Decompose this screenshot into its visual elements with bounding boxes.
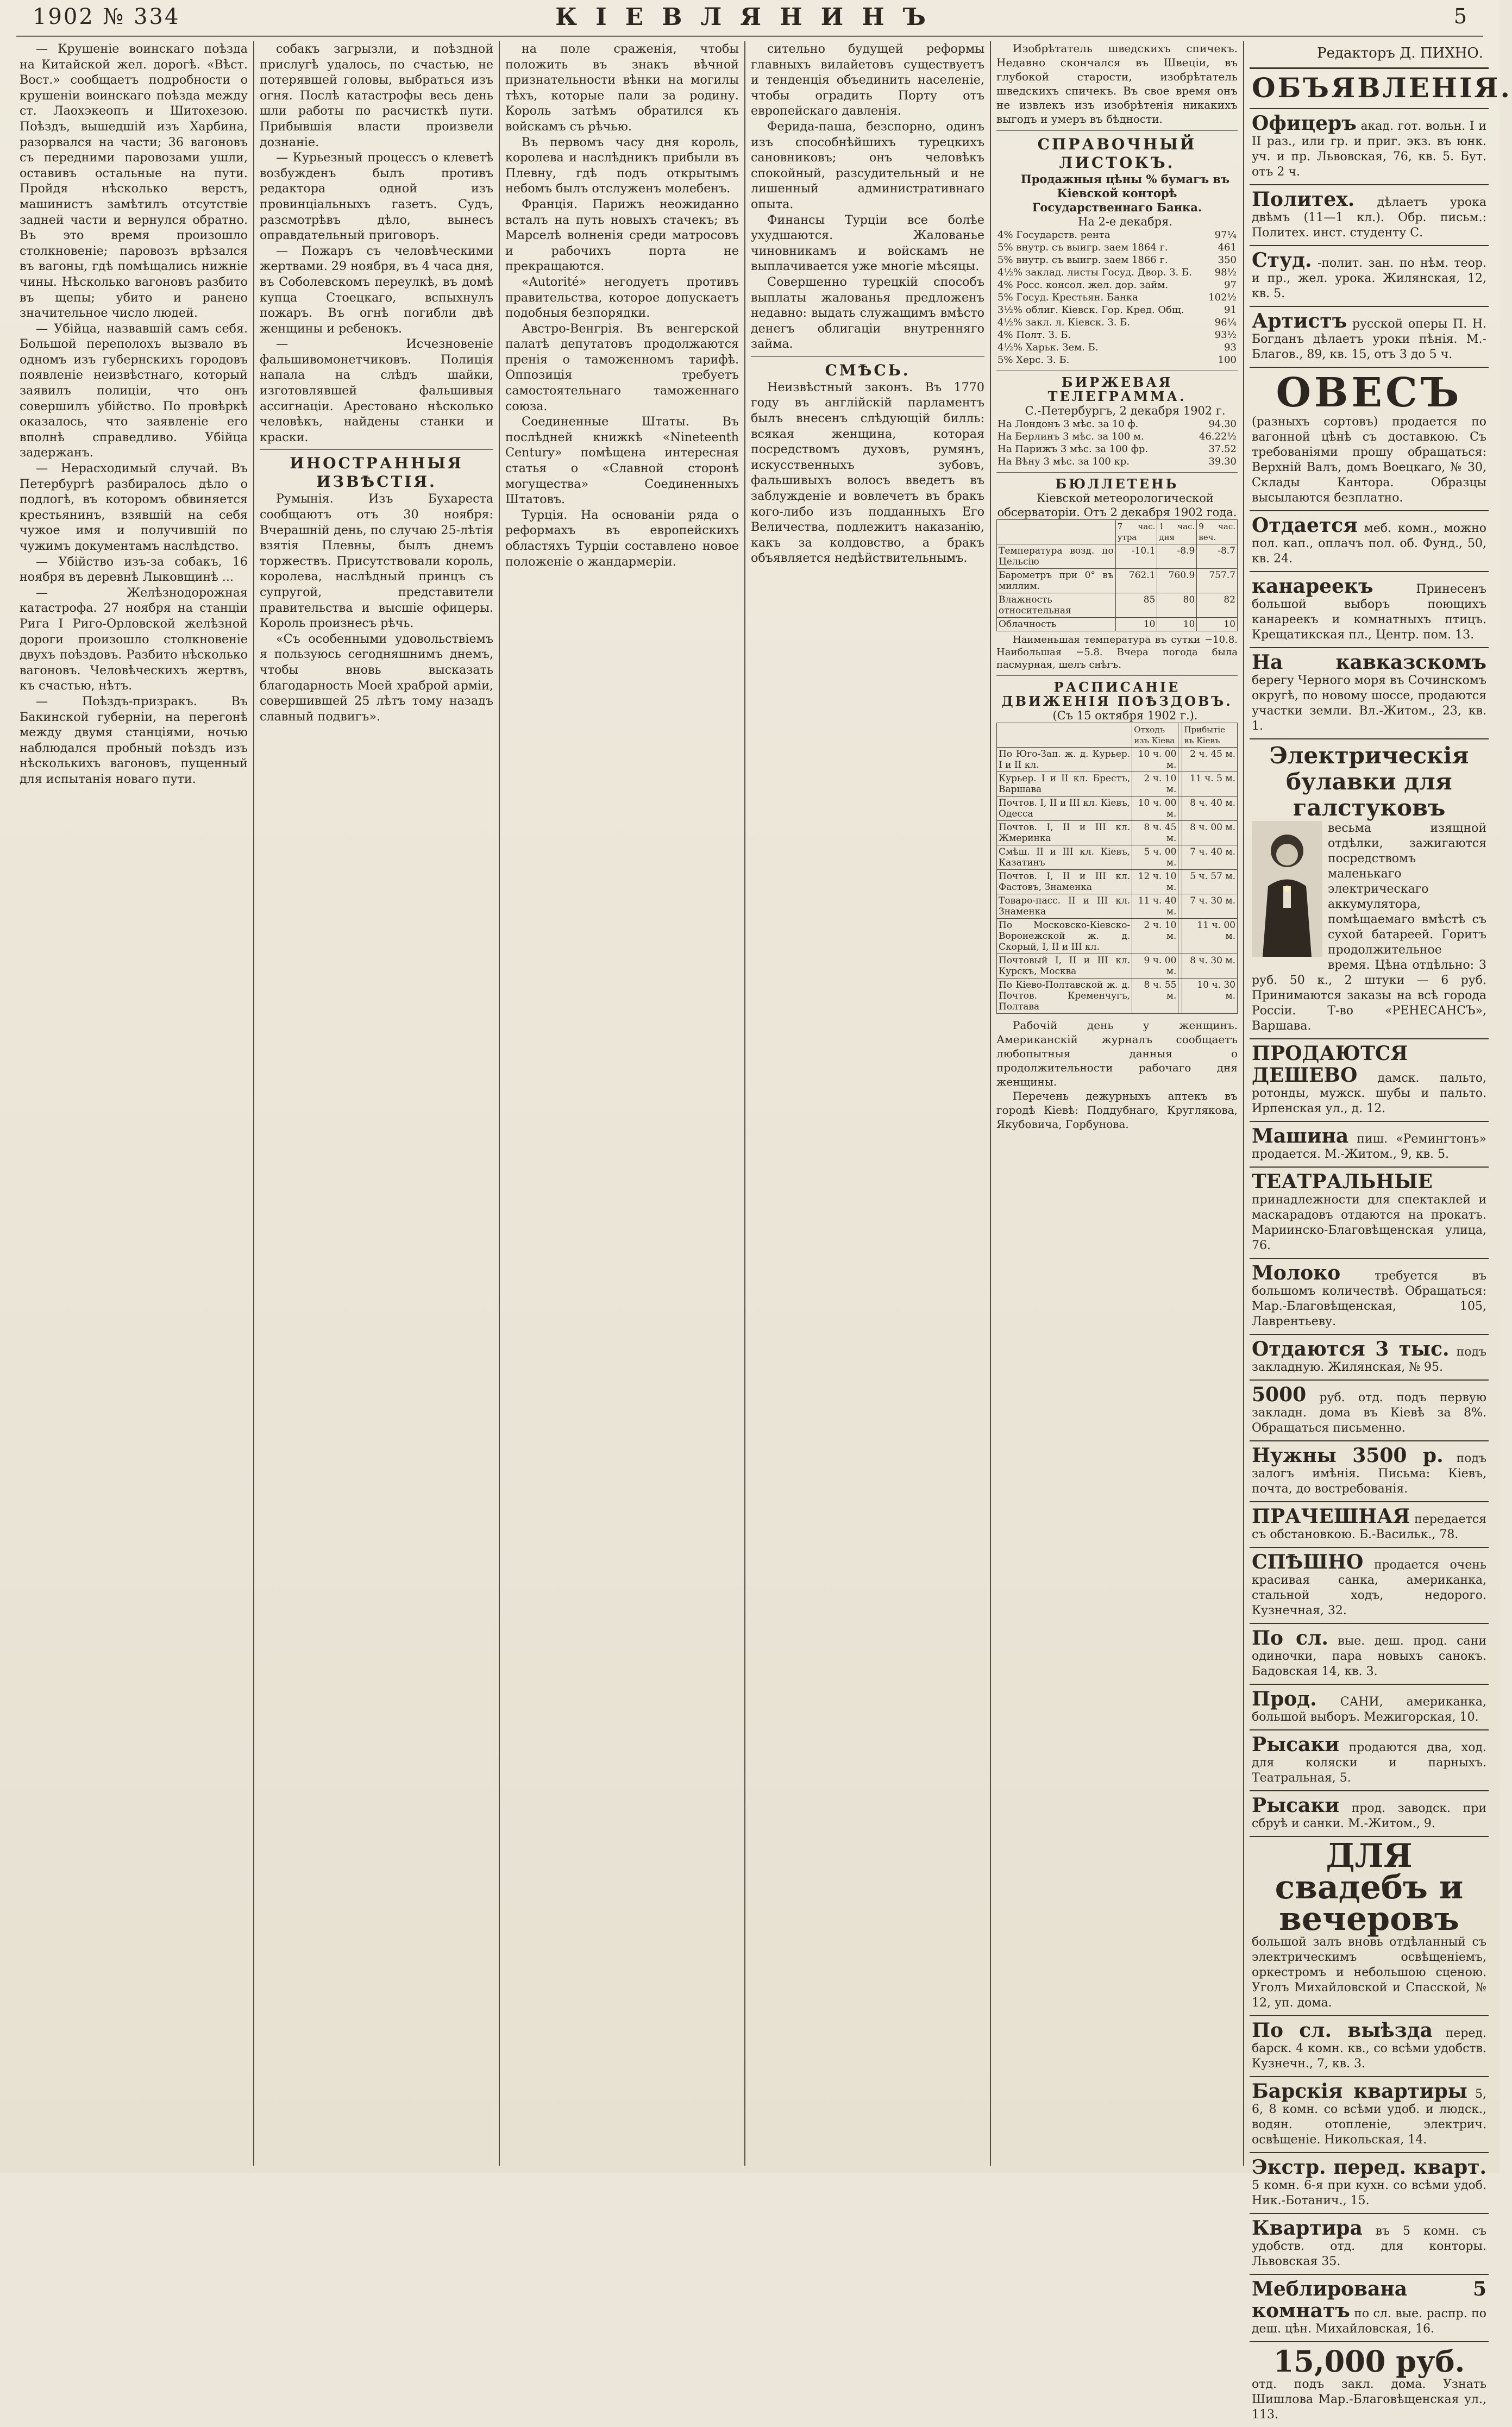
trains-header-cell: Прибытіе въ Кіевъ	[1182, 723, 1238, 748]
ad-text: подъ залогъ имѣнія. Письма: Кіевъ, почта, до востребованія.	[1252, 1452, 1486, 1496]
train-cell: 5 ч. 57 м.	[1182, 870, 1238, 894]
classified-ad	[1250, 185, 1489, 246]
weather-row	[997, 544, 1238, 569]
rate-cell: 350	[1218, 254, 1237, 266]
weather-cell: 85	[1115, 593, 1157, 618]
train-cell: Курьер. I и II кл. Брестъ, Варшава	[997, 772, 1132, 797]
news-paragraph: Перечень дежурныхъ аптекъ въ городѣ Кіевѣ: Поддубнаго, Круглякова, Якубовича, Горбунова.	[996, 1089, 1238, 1131]
ads-group	[1250, 511, 1489, 739]
ad-lead: ТЕАТРАЛЬНЫЕ	[1252, 1170, 1433, 1193]
trains-header-cell	[997, 723, 1132, 748]
classified-ad	[1250, 2077, 1489, 2153]
trains-header-cell: Отходъ изъ Кіева	[1132, 723, 1178, 748]
weather-table	[996, 519, 1238, 631]
ads-title: ОБЪЯВЛЕНІЯ.	[1252, 72, 1512, 104]
ad-text: пиш. «Ремингтонъ» продается. М.-Житом., 9, кв. 5.	[1252, 1132, 1486, 1161]
classified-ad	[1250, 1039, 1489, 1122]
train-cell: 10 ч. 00 м.	[1132, 748, 1178, 772]
ad-lead: Политех.	[1252, 188, 1355, 211]
weather-cell: -8.9	[1157, 544, 1197, 569]
classified-ad	[1250, 2214, 1489, 2275]
train-row	[997, 797, 1238, 821]
train-cell	[1178, 954, 1182, 979]
weather-row	[997, 618, 1238, 631]
bourse-table	[996, 418, 1238, 468]
news-paragraph: Румынія. Изъ Бухареста сообщаютъ отъ 30 ноября: Вчерашній день, по случаю 25-лѣтія взятія Плевны, былъ днемъ торжествъ. Присутствовали король, королева, наслѣдный принцъ съ супругой, представители правительства и высшіе офицеры. Король произнесъ рѣчь.	[260, 492, 493, 631]
column-rule	[990, 41, 991, 2166]
ad-money-title: 15,000 руб.	[1273, 2344, 1465, 2379]
column-rule	[499, 41, 500, 2166]
train-cell: 8 ч. 00 м.	[1182, 821, 1238, 845]
bourse-cell: 37.52	[1208, 443, 1237, 455]
ad-text: вые. деш. прод. сани одиночки, пара новыхъ санокъ. Бадовская 14, кв. 3.	[1252, 1634, 1486, 1678]
column-rule	[744, 41, 745, 2166]
ad-text: по сл. вые. распр. по деш. цѣн. Михайловская, 16.	[1252, 2307, 1487, 2336]
news-paragraph: «Съ особенными удовольствіемъ я пользуюсь сегодняшнимъ днемъ, чтобы вновь высказать благодарность Моей храброй арміи, совершившей 25 лѣтъ тому назадъ славный подвигъ».	[260, 631, 493, 724]
classified-ad	[1250, 307, 1489, 368]
ad-lead: Молоко	[1252, 1262, 1341, 1284]
weather-row	[997, 569, 1238, 593]
ad-lead: Нужны 3500 р.	[1252, 1444, 1444, 1467]
news-paragraph: Австро-Венгрія. Въ венгерской палатѣ депутатовъ продолжаются пренія о таможенномъ тарифѣ. Оппозиція требуетъ самостоятельнаго таможеннаго союза.	[505, 321, 739, 413]
rate-row	[996, 354, 1238, 366]
ad-text: перед. барск. 4 комн. кв., со всѣми удобств. Кузнечн., 7, кв. 3.	[1252, 2027, 1486, 2071]
rate-cell: 93	[1224, 342, 1237, 353]
train-cell: 2 ч. 45 м.	[1182, 748, 1238, 772]
train-cell: 11 ч. 00 м.	[1182, 919, 1238, 954]
section-title-mix: СМѢСЬ.	[825, 361, 911, 379]
train-cell: 8 ч. 55 м.	[1132, 979, 1178, 1014]
ads-group	[1250, 1039, 1489, 1837]
weather-cell: Влажность относительная	[997, 593, 1116, 618]
news-paragraph: — Желѣзнодорожная катастрофа. 27 ноября на станціи Рига I Риго-Орловской желѣзной дороги произошло столкновеніе двухъ поѣздовъ. Разбито нѣсколько вагоновъ. Человѣческихъ жертвъ, къ счастью, нѣтъ.	[20, 585, 248, 693]
ad-lead: 5000	[1252, 1383, 1307, 1406]
bourse-cell: На Парижъ 3 мѣс. за 100 фр.	[997, 443, 1149, 455]
rate-cell: 5% внутр. съ выигр. заем 1866 г.	[997, 254, 1168, 266]
train-cell: 10 ч. 30 м.	[1182, 979, 1238, 1014]
reference-date: На 2-е декабря.	[1077, 215, 1173, 228]
ad-lead: Рысаки	[1252, 1733, 1340, 1756]
trains-header-row	[997, 723, 1238, 748]
weather-cell: 10	[1197, 618, 1238, 631]
rate-cell: 97	[1224, 279, 1237, 291]
news-paragraph: на поле сраженія, чтобы положить въ знакъ вѣчной признательности вѣнки на могилы тѣхъ, которые пали за родину. Король затѣмъ обратился къ войскамъ съ рѣчью.	[505, 42, 739, 134]
train-cell: 8 ч. 40 м.	[1182, 797, 1238, 821]
trains-header-cell	[1178, 723, 1182, 748]
reference-title: СПРАВОЧНЫЙ ЛИСТОКЪ.	[1037, 135, 1197, 172]
divider	[260, 449, 493, 450]
weather-cell: 10	[1115, 618, 1157, 631]
ad-text: русской оперы П. Н. Богданъ дѣлаетъ уроки пѣнія. М.-Благов., 89, кв. 15, отъ 3 до 5 ч.	[1252, 317, 1487, 361]
news-paragraph: — Нерасходимый случай. Въ Петербургѣ разбиралось дѣло о подлогѣ, въ которомъ обвиняется крестьянинъ, взявшій на себя чужое имя и получившій по чужимъ документамъ наслѣдство.	[20, 461, 248, 553]
weather-header-cell: 7 час. утра	[1115, 520, 1157, 544]
weather-cell: -10.1	[1115, 544, 1157, 569]
bulletin-title: БЮЛЛЕТЕНЬ	[1055, 476, 1179, 492]
ad-text: въ 5 комн. съ удобств. отд. для конторы. Львовская 35.	[1252, 2224, 1486, 2268]
classified-ad	[1250, 1168, 1489, 1259]
divider	[996, 130, 1238, 131]
train-cell: 8 ч. 30 м.	[1182, 954, 1238, 979]
news-paragraph: — Поѣздъ-призракъ. Въ Бакинской губерніи, на перегонѣ между двумя станціями, ночью наблюдался пробный поѣздъ изъ нѣсколькихъ вагоновъ, пущенный для испытанія новаго пути.	[20, 694, 248, 786]
ad-text: берегу Черного моря въ Сочинскомъ округѣ, по новому шоссе, продаются участки земли. Вл.-Житом., 23, кв. 1.	[1252, 674, 1486, 733]
train-cell: 5 ч. 00 м.	[1132, 845, 1178, 870]
ad-text: дамск. пальто, ротонды, мужск. шубы и пальто. Ирпенская ул., д. 12.	[1252, 1071, 1486, 1115]
bourse-cell: 46.22½	[1199, 431, 1237, 442]
ad-lead: На кавказскомъ	[1252, 651, 1486, 674]
news-paragraph: собакъ загрызли, и поѣздной прислугѣ удалось, по счастью, не потерявшей головы, выбраться изъ огня. Послѣ катастрофы весь день шли работы по расчисткѣ пути. Прибывшія власти произвели дознаніе.	[260, 42, 493, 149]
newspaper-title: КІЕВЛЯНИНЪ	[555, 3, 944, 31]
weather-header-cell	[997, 520, 1116, 544]
classified-ad	[1250, 109, 1489, 185]
ad-oats-title: ОВЕСЪ	[1276, 369, 1463, 416]
train-cell: Товаро-пасс. II и III кл. Знаменка	[997, 894, 1132, 919]
news-paragraph: Рабочій день у женщинъ. Американскій журналъ сообщаетъ любопытныя данныя о продолжительности рабочаго дня женщины.	[996, 1019, 1238, 1088]
rate-cell: 93½	[1214, 329, 1237, 341]
ad-lead: Отдаются 3 тыс.	[1252, 1338, 1450, 1360]
rate-row	[996, 229, 1238, 241]
weather-cell: 10	[1157, 618, 1197, 631]
divider	[751, 356, 984, 357]
column-rule	[1243, 41, 1244, 2166]
rate-cell: 5% Госуд. Крестьян. Банка	[997, 292, 1138, 303]
bourse-title: БИРЖЕВАЯ ТЕЛЕГРАММА.	[1047, 374, 1187, 404]
weather-cell: Облачность	[997, 618, 1116, 631]
news-paragraph: — Пожаръ съ человѣческими жертвами. 29 ноября, въ 4 часа дня, въ Соболевскомъ переулкѣ, въ домѣ купца Стоецкаго, вспыхнулъ пожаръ. Въ огнѣ погибли двѣ женщины и ребенокъ.	[260, 243, 493, 336]
train-cell: 2 ч. 10 м.	[1132, 772, 1178, 797]
bourse-cell: 39.30	[1208, 456, 1237, 467]
ad-text: Принесенъ большой выборъ поющихъ канареекъ и комнатныхъ птицъ. Крещатикская пл., Центр. пом. 13.	[1252, 582, 1486, 642]
ad-lead: СПѢШНО	[1252, 1551, 1364, 1573]
rate-row	[996, 329, 1238, 341]
train-cell: 10 ч. 00 м.	[1132, 797, 1178, 821]
bourse-cell: На Лондонъ 3 мѣс. за 10 ф.	[997, 418, 1139, 430]
train-cell: Почтов. I, II и III кл. Жмеринка	[997, 821, 1132, 845]
bourse-cell: 94.30	[1208, 418, 1237, 430]
classified-ad	[1250, 1259, 1489, 1335]
weather-cell: 757.7	[1197, 569, 1238, 593]
issue-number: 1902 № 334	[33, 4, 180, 29]
rate-row	[996, 291, 1238, 304]
ad-text: дѣлаетъ урока двѣмъ (11—1 кл.). Обр. письм.: Политех. инст. студенту С.	[1252, 196, 1486, 240]
ad-text: подъ закладную. Жилянская, № 95.	[1252, 1345, 1486, 1374]
ad-oats	[1250, 368, 1489, 511]
column-rule	[253, 41, 254, 2166]
bourse-subtitle: С.-Петербургъ, 2 декабря 1902 г.	[1025, 404, 1226, 417]
ad-lead: ПРАЧЕШНАЯ	[1252, 1505, 1410, 1528]
ad-text: прод. заводск. при сбруѣ и санки. М.-Житом., 9.	[1252, 1802, 1486, 1830]
masthead	[16, 0, 1483, 37]
train-cell: По Московско-Кіевско-Воронежской ж. д. Скорый, I, II и III кл.	[997, 919, 1132, 954]
news-paragraph: Совершенно турецкій способъ выплаты жалованья предложенъ недавно: выдать служащимъ вмѣсто денегъ облигаціи внутренняго займа.	[751, 274, 984, 352]
weather-header-row	[997, 520, 1238, 544]
classified-ad	[1250, 2153, 1489, 2214]
classified-ad	[1250, 1122, 1489, 1168]
ad-lead: Экстр. перед. кварт.	[1252, 2156, 1486, 2179]
ad-lead: Рысаки	[1252, 1794, 1340, 1817]
rate-cell: 4½% заклад. листы Госуд. Двор. З. Б.	[997, 267, 1192, 278]
train-cell	[1178, 748, 1182, 772]
classified-ad	[1250, 2016, 1489, 2077]
train-cell: 11 ч. 5 м.	[1182, 772, 1238, 797]
reference-subtitle: Продажныя цѣны % бумагъ въ Кіевской конторѣ Государственнаго Банка.	[1020, 172, 1230, 214]
bourse-row	[996, 430, 1238, 443]
ad-wedding-text: большой залъ вновь отдѣланный съ электрическимъ освѣщеніемъ, оркестромъ и небольшою сценою. Уголъ Михайловской и Спасской, № 12, уп. дома.	[1252, 1935, 1486, 2010]
train-cell	[1178, 919, 1182, 954]
bourse-row	[996, 443, 1238, 455]
bulletin-subtitle: Кіевской метеорологической обсерваторіи. Отъ 2 декабря 1902 года.	[997, 492, 1237, 519]
weather-cell: -8.7	[1197, 544, 1238, 569]
column-3	[505, 41, 739, 2166]
rate-cell: 102½	[1208, 292, 1237, 303]
bourse-cell: На Вѣну 3 мѣс. за 100 кр.	[997, 456, 1130, 467]
ad-text: продается очень красивая санка, американка, стальной ходъ, недорого. Кузнечная, 32.	[1252, 1558, 1486, 1617]
ad-money-text: отд. подъ закл. дома. Узнать Шишлова Мар.-Благовѣщенская ул., 113.	[1252, 2378, 1486, 2422]
ad-text: требуется въ большомъ количествѣ. Обращаться: Мар.-Благовѣщенская, 105, Лаврентьеву.	[1252, 1269, 1486, 1328]
classified-ad	[1250, 1381, 1489, 1441]
classified-ad	[1250, 1730, 1489, 1791]
train-cell	[1178, 845, 1182, 870]
ad-lead: Барскія квартиры	[1252, 2080, 1467, 2103]
rate-row	[996, 266, 1238, 279]
news-paragraph: — Курьезный процессъ о клеветѣ возбужденъ былъ противъ редактора одной изъ провинціальныхъ газетъ. Судъ, разсмотрѣвъ дѣло, вынесъ оправдательный приговоръ.	[260, 150, 493, 243]
ad-lead: Машина	[1252, 1125, 1349, 1147]
bourse-row	[996, 455, 1238, 468]
train-row	[997, 894, 1238, 919]
divider	[996, 675, 1238, 676]
ad-pins-title: Электрическія булавки для галстуковъ	[1269, 742, 1469, 821]
train-cell: Смѣш. II и III кл. Кіевъ, Казатинъ	[997, 845, 1132, 870]
column-4	[751, 41, 984, 2166]
news-paragraph: — Убійство изъ-за собакъ, 16 ноября въ деревнѣ Лыковщинѣ ...	[20, 554, 248, 585]
train-row	[997, 821, 1238, 845]
train-cell	[1178, 821, 1182, 845]
ad-text: руб. отд. подъ первую закладн. дома въ Кіевѣ за 8%. Обращаться письменно.	[1252, 1391, 1486, 1435]
classified-ad	[1250, 1791, 1489, 1837]
bourse-row	[996, 418, 1238, 430]
page-number: 5	[1453, 4, 1467, 28]
train-row	[997, 845, 1238, 870]
weather-header-cell: 9 час. веч.	[1197, 520, 1238, 544]
train-cell: По Кіево-Полтавской ж. д. Почтов. Кременчугъ, Полтава	[997, 979, 1132, 1014]
news-paragraph: Въ первомъ часу дня король, королева и наслѣдникъ прибыли въ Плевну, гдѣ подъ открытымъ небомъ былъ отслуженъ молебенъ.	[505, 135, 739, 196]
column-2	[260, 41, 493, 2166]
rates-table	[996, 229, 1238, 366]
ad-pins-text: весьма изящной отдѣлки, зажигаются посредствомъ маленькаго электрическаго аккумулятора, помѣщаемаго вмѣстѣ съ сухой батареей. Горитъ продолжительное время. Цѣна отдѣльно: 3 руб. 50 к., 2 штуки — 6 руб. Принимаются заказы на всѣ города Россіи. Т-во «РЕНЕСАНСЪ», Варшава.	[1252, 821, 1486, 1033]
news-paragraph: Неизвѣстный законъ. Въ 1770 году въ англійскій парламентъ былъ внесенъ слѣдующій билль: всякая женщина, которая посредствомъ духовъ, румянъ, искусственныхъ зубовъ, фальшивыхъ волосъ введетъ въ заблужденіе и вовлечетъ въ бракъ кого-либо изъ подданныхъ Его Величества, подлежитъ наказанію, какъ за колдовство, а бракъ объявляется недѣйствительнымъ.	[751, 380, 984, 566]
weather-cell: 760.9	[1157, 569, 1197, 593]
rate-cell: 98½	[1214, 267, 1237, 278]
ad-lead: Отдается	[1252, 514, 1358, 537]
news-paragraph: «Autorité» негодуетъ противъ правительства, которое допускаетъ подобныя безпорядки.	[505, 274, 739, 321]
column-5	[996, 41, 1238, 2166]
train-cell: 7 ч. 30 м.	[1182, 894, 1238, 919]
ad-lead: Квартира	[1252, 2217, 1363, 2240]
train-row	[997, 772, 1238, 797]
classified-ad	[1250, 648, 1489, 739]
rate-cell: 100	[1218, 354, 1237, 366]
train-cell	[1178, 894, 1182, 919]
ad-text: 5, 6, 8 комн. со всѣми удоб. и людск., водян. отопленіе, электрич. освѣщеніе. Никольская, 14.	[1252, 2087, 1487, 2147]
ad-lead: Студ.	[1252, 249, 1312, 272]
train-cell: Почтовый I, II и III кл. Курскъ, Москва	[997, 954, 1132, 979]
column-1	[20, 41, 248, 2166]
rate-row	[996, 254, 1238, 266]
rate-cell: 5% внутр. съ выигр. заем 1864 г.	[997, 242, 1168, 253]
news-paragraph: Соединенные Штаты. Въ послѣдней книжкѣ «Nineteenth Century» помѣщена интересная статья о «Славной сторонѣ могущества» Соединенныхъ Штатовъ.	[505, 415, 739, 507]
classified-ad	[1250, 246, 1489, 307]
rate-cell: 461	[1218, 242, 1237, 253]
news-paragraph: — Убійца, назвавшій самъ себя. Большой переполохъ вызвало въ одномъ изъ губернскихъ городовъ появленіе неизвѣстнаго, который заявилъ полиціи, что онъ совершилъ убійство. По провѣркѣ оказалось, что заявленіе его вполнѣ справедливо. Убійца задержанъ.	[20, 321, 248, 460]
train-cell: 12 ч. 10 м.	[1132, 870, 1178, 894]
ads-column	[1250, 41, 1512, 2422]
ad-lead: ПРОДАЮТСЯ ДЕШЕВО	[1252, 1042, 1408, 1087]
weather-header-cell: 1 час. дня	[1157, 520, 1197, 544]
rate-cell: 4% Росс. консол. жел. дор. займ.	[997, 279, 1168, 291]
ads-group	[1250, 2016, 1489, 2342]
ad-text: передается съ обстановкою. Б.-Васильк., 78.	[1252, 1513, 1486, 1541]
rate-row	[996, 341, 1238, 354]
weather-cell: 762.1	[1115, 569, 1157, 593]
train-cell	[1178, 870, 1182, 894]
classified-ad	[1250, 1548, 1489, 1624]
classified-ad	[1250, 2275, 1489, 2342]
weather-text: Наименьшая температура въ сутки −10.8. Наибольшая −5.8. Вчера погода была пасмурная, шелъ снѣгъ.	[996, 634, 1238, 670]
ad-lead: Меблирована 5 комнатъ	[1252, 2278, 1486, 2322]
ad-text: акад. гот. вольн. I и II раз., или гр. и приг. экз. въ юнк. уч. и пр. Львовская, 76, кв. 5. Бут. отъ 2 ч.	[1252, 120, 1486, 179]
weather-cell: 82	[1197, 593, 1238, 618]
weather-cell: Барометръ при 0° въ миллим.	[997, 569, 1116, 593]
ad-lead: Артистъ	[1252, 310, 1347, 333]
train-cell	[1178, 797, 1182, 821]
train-cell: Почтов. I, II и III кл. Кіевъ, Одесса	[997, 797, 1132, 821]
news-paragraph: Финансы Турціи все болѣе ухудшаются. Жалованье чиновникамъ и войскамъ не выплачивается уже многіе мѣсяцы.	[751, 212, 984, 274]
train-row	[997, 748, 1238, 772]
ad-text: -полит. зан. по нѣм. теор. и пр., жел. урока. Жилянская, 12, кв. 5.	[1252, 256, 1486, 300]
train-cell: По Юго-Зап. ж. д. Курьер. I и II кл.	[997, 748, 1132, 772]
ad-pins	[1250, 739, 1489, 1039]
rate-cell: 4½% закл. л. Кіевск. З. Б.	[997, 317, 1131, 328]
train-cell: 7 ч. 40 м.	[1182, 845, 1238, 870]
classified-ad	[1250, 1441, 1489, 1502]
ad-text: принадлежности для спектаклей и маскарадовъ отдаются на прокатъ. Мариинско-Благовѣщенская улица, 76.	[1252, 1193, 1486, 1252]
ad-wedding-title: ДЛЯ свадебъ и вечеровъ	[1275, 1837, 1464, 1938]
rate-row	[996, 316, 1238, 329]
train-cell: 2 ч. 10 м.	[1132, 919, 1178, 954]
train-cell: 8 ч. 45 м.	[1132, 821, 1178, 845]
bourse-cell: На Берлинъ 3 мѣс. за 100 м.	[997, 431, 1144, 442]
train-row	[997, 870, 1238, 894]
classified-ad	[1250, 572, 1489, 648]
rate-cell: 3½% облиг. Кіевск. Гор. Кред. Общ.	[997, 304, 1184, 316]
train-cell: Почтов. I, II и III кл. Фастовъ, Знаменка	[997, 870, 1132, 894]
classified-ad	[1250, 1502, 1489, 1548]
news-paragraph: — Исчезновеніе фальшивомонетчиковъ. Полиція напала на слѣдъ шайки, изготовлявшей фальшивыя ассигнаціи. Арестовано нѣсколько человѣкъ, найдены станки и краски.	[260, 337, 493, 444]
rate-cell: 5% Херс. З. Б.	[997, 354, 1070, 366]
ad-text: меб. комн., можно пол. кап., оплачъ пол. об. Фунд., 50, кв. 24.	[1252, 522, 1486, 566]
ad-lead: Прод.	[1252, 1688, 1317, 1710]
train-cell: 11 ч. 40 м.	[1132, 894, 1178, 919]
news-paragraph: Франція. Парижъ неожиданно всталъ на путь новыхъ стачекъ; въ Марселѣ волненія среди матросовъ и рабочихъ порта не прекращаются.	[505, 197, 739, 274]
weather-cell: 80	[1157, 593, 1197, 618]
rate-row	[996, 304, 1238, 316]
train-cell	[1178, 979, 1182, 1014]
news-paragraph: сительно будущей реформы главныхъ вилайетовъ существуетъ и тенденція объединить населеніе, чтобы оградить Порту отъ европейскаго давленія.	[751, 42, 984, 118]
divider	[996, 472, 1238, 473]
train-cell: 9 ч. 00 м.	[1132, 954, 1178, 979]
ad-oats-text: (разныхъ сортовъ) продается по вагонной цѣнѣ съ доставкою. Съ требованіями прошу обращаться: Верхній Валъ, домъ Воецкаго, № 30, Склады Кантора. Образцы высылаются безплатно.	[1252, 415, 1486, 505]
ad-lead: Офицеръ	[1252, 112, 1357, 135]
train-cell	[1178, 772, 1182, 797]
ad-lead: По сл. выѣзда	[1252, 2019, 1433, 2042]
rate-cell: 4½% Харьк. Зем. Б.	[997, 342, 1099, 353]
woman-portrait-icon	[1252, 821, 1322, 957]
news-paragraph: Ферида-паша, безспорно, одинъ изъ способнѣйшихъ турецкихъ сановниковъ; онъ человѣкъ спокойный, разсудительный и не лишенный административнаго опыта.	[751, 119, 984, 211]
ad-lead: По сл.	[1252, 1627, 1328, 1650]
rate-row	[996, 241, 1238, 254]
ad-lead: канареекъ	[1252, 575, 1373, 598]
train-row	[997, 919, 1238, 954]
weather-row	[997, 593, 1238, 618]
ad-wedding	[1250, 1837, 1489, 2016]
ad-text: 5 комн. 6-я при кухн. со всѣми удоб. Ник.-Ботанич., 15.	[1252, 2179, 1486, 2207]
rate-cell: 97¼	[1214, 229, 1237, 241]
ad-money	[1250, 2342, 1489, 2427]
rate-cell: 4% Полт. З. Б.	[997, 329, 1071, 341]
weather-cell: Температура возд. по Цельсію	[997, 544, 1116, 569]
editor-line: Редакторъ Д. ПИХНО.	[1317, 45, 1483, 61]
classified-ad	[1250, 1624, 1489, 1685]
trains-title: РАСПИСАНІЕ ДВИЖЕНІЯ ПОѢЗДОВЪ.	[1001, 679, 1233, 709]
classified-ad	[1250, 511, 1489, 572]
news-paragraph: Изобрѣтатель шведскихъ спичекъ. Недавно скончался въ Швеціи, въ глубокой старости, изобрѣтатель шведскихъ спичекъ. Въ свое время онъ не извлекъ изъ изобрѣтенія никакихъ выгодъ и умеръ въ бѣдности.	[996, 42, 1238, 126]
news-paragraph: — Крушеніе воинскаго поѣзда на Китайской жел. дорогѣ. «Вѣст. Вост.» сообщаетъ подробности о крушеніи воинскаго поѣзда между ст. Лаохэкеопъ и Шитохезою. Поѣздъ, вышедшій изъ Харбина, разорвался на части; 36 вагоновъ съ передними паровозами ушли, оставивъ остальные на пути. Пройдя нѣсколько верстъ, машинистъ замѣтилъ отсутствіе задней части и вернулся обратно. Въ это время произошло столкновеніе; паровозъ врѣзался въ вагоны, гдѣ помѣщались нижніе чины. Нѣсколько вагоновъ разбито въ щепы; убито и ранено значительное число людей.	[20, 42, 248, 321]
ad-text: САНИ, американка, большой выборъ. Межигорская, 10.	[1252, 1695, 1487, 1724]
ads-header	[1250, 67, 1512, 109]
rate-cell: 4% Государств. рента	[997, 229, 1111, 241]
ad-text: продаются два, ход. для коляски и парныхъ. Театральная, 5.	[1252, 1741, 1486, 1785]
trains-subtitle: (Съ 15 октября 1902 г.).	[1052, 709, 1198, 722]
rate-cell: 96¼	[1214, 317, 1237, 328]
section-title-foreign: ИНОСТРАННЫЯ ИЗВѢСТІЯ.	[290, 454, 463, 491]
classified-ad	[1250, 1335, 1489, 1381]
rate-cell: 91	[1224, 304, 1237, 316]
train-row	[997, 979, 1238, 1014]
train-row	[997, 954, 1238, 979]
news-paragraph: Турція. На основаніи ряда о реформахъ въ европейскихъ областяхъ Турціи составлено новое положеніе о жандармеріи.	[505, 507, 739, 569]
trains-table	[996, 723, 1238, 1014]
ads-group	[1250, 109, 1489, 368]
rate-row	[996, 279, 1238, 291]
classified-ad	[1250, 1685, 1489, 1730]
